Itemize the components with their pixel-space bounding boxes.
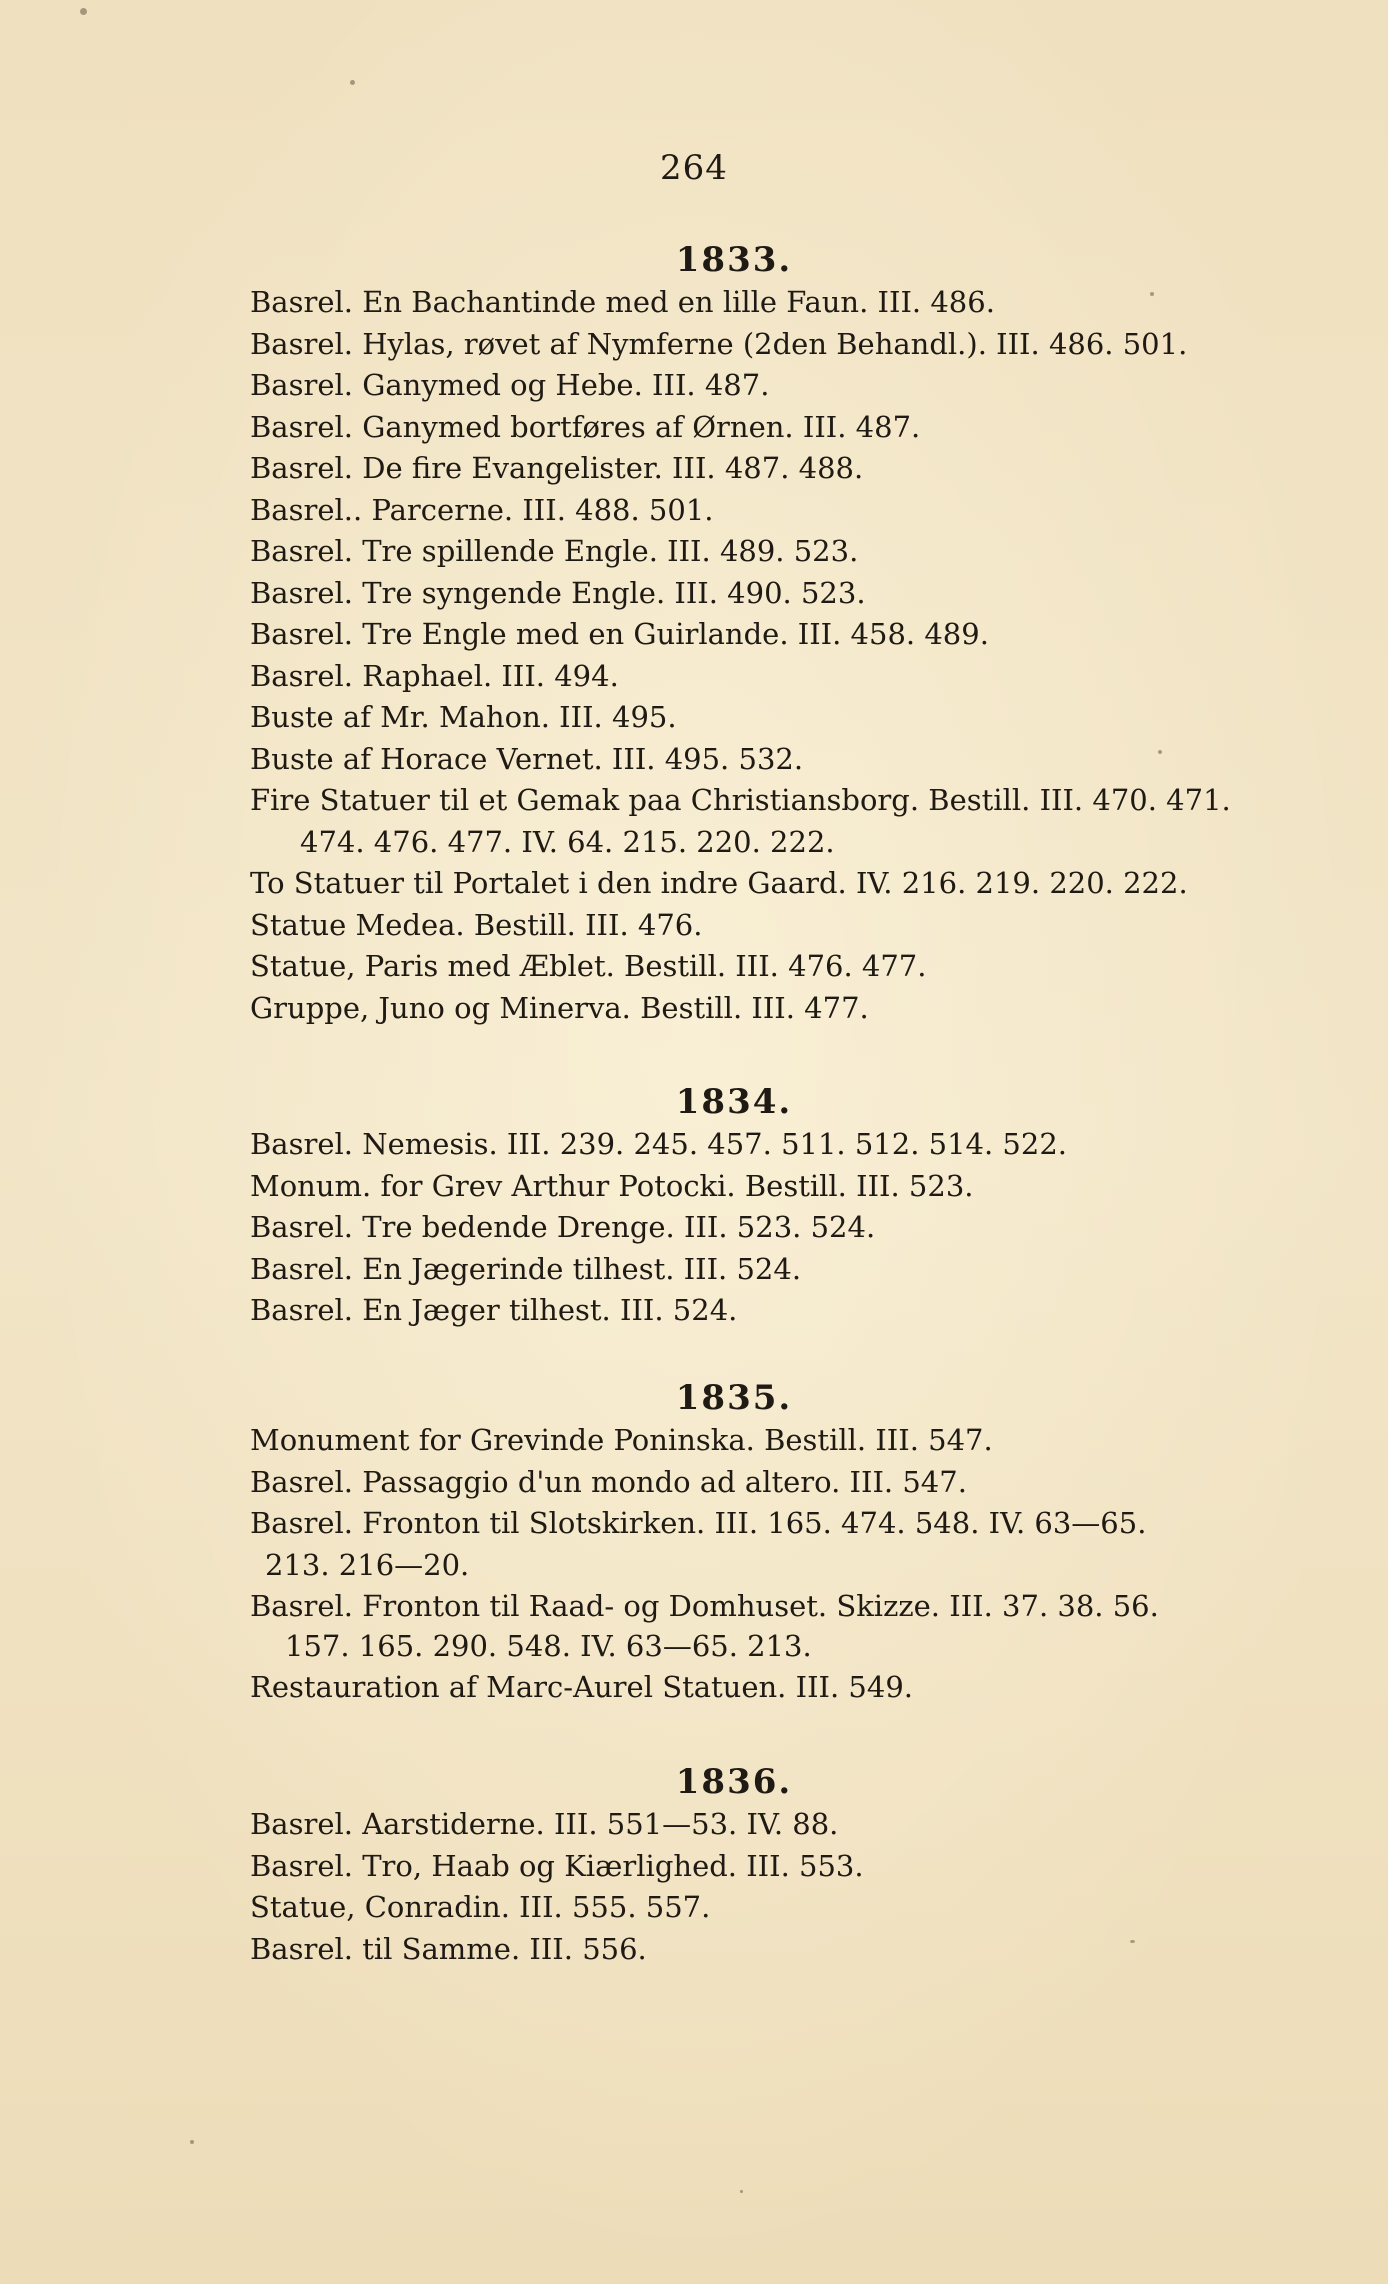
list-item: Statue, Conradin. III. 555. 557.: [250, 1890, 711, 1924]
year-section-1835: [0, 1376, 1388, 1709]
year-heading: 1836.: [675, 1762, 793, 1802]
list-item: Basrel. Tre Engle med en Guirlande. III. 458. 489.: [250, 617, 989, 651]
list-item: Basrel. Ganymed og Hebe. III. 487.: [250, 368, 770, 402]
entry-list: [0, 1804, 1388, 1970]
list-item: Basrel. Tre syngende Engle. III. 490. 523.: [250, 575, 866, 610]
list-item: Basrel. Aarstiderne. III. 551—53. IV. 88.: [250, 1807, 839, 1841]
year-heading: 1833.: [675, 240, 793, 280]
list-item: Basrel. En Jægerinde tilhest. III. 524.: [250, 1251, 802, 1286]
page-number: 264: [660, 148, 728, 188]
paper-speck: [1130, 1940, 1135, 1943]
list-item: Buste af Horace Vernet. III. 495. 532.: [250, 741, 804, 776]
paper-speck: [80, 8, 87, 15]
list-item: Basrel. Hylas, røvet af Nymferne (2den Behandl.). III. 486. 501.: [250, 326, 1188, 361]
list-item: Basrel. Raphael. III. 494.: [250, 658, 619, 693]
list-item: Basrel. Passaggio d'un mondo ad altero. III. 547.: [250, 1464, 967, 1499]
list-item: Monument for Grevinde Poninska. Bestill. III. 547.: [250, 1423, 993, 1457]
list-item: Buste af Mr. Mahon. III. 495.: [250, 700, 677, 734]
list-item: Basrel. Tre bedende Drenge. III. 523. 524.: [250, 1210, 876, 1244]
list-item: Basrel. Fronton til Raad- og Domhuset. Skizze. III. 37. 38. 56.: [250, 1589, 1159, 1623]
list-item: Statue, Paris med Æblet. Bestill. III. 476. 477.: [250, 949, 927, 983]
list-item: Basrel. Tre spillende Engle. III. 489. 523.: [250, 534, 859, 568]
list-item: Basrel. Fronton til Slotskirken. III. 165. 474. 548. IV. 63—65.: [250, 1506, 1147, 1540]
paper-speck: [740, 2190, 743, 2193]
entry-list: [0, 1420, 1388, 1709]
year-section-1833: [0, 238, 1388, 1029]
list-item: Basrel. En Bachantinde med en lille Faun. III. 486.: [250, 285, 995, 319]
list-item-continuation: 213. 216—20.: [265, 1547, 470, 1582]
entry-list: [0, 1124, 1388, 1332]
list-item: Monum. for Grev Arthur Potocki. Bestill. III. 523.: [250, 1168, 974, 1203]
paper-speck: [1150, 292, 1154, 296]
year-section-1834: [0, 1080, 1388, 1332]
year-heading: 1835.: [675, 1378, 793, 1418]
list-item: Basrel. De fire Evangelister. III. 487. 488.: [250, 451, 864, 485]
list-item: Basrel. Ganymed bortføres af Ørnen. III. 487.: [250, 409, 921, 444]
list-item: Statue Medea. Bestill. III. 476.: [250, 907, 703, 942]
list-item: Basrel. En Jæger tilhest. III. 524.: [250, 1293, 738, 1327]
list-item: Gruppe, Juno og Minerva. Bestill. III. 477.: [250, 990, 869, 1025]
list-item: Basrel. Nemesis. III. 239. 245. 457. 511. 512. 514. 522.: [250, 1127, 1067, 1161]
list-item: Fire Statuer til et Gemak paa Christiansborg. Bestill. III. 470. 471.: [250, 783, 1231, 817]
list-item: To Statuer til Portalet i den indre Gaard. IV. 216. 219. 220. 222.: [250, 866, 1188, 900]
list-item-continuation: 474. 476. 477. IV. 64. 215. 220. 222.: [300, 824, 835, 859]
list-item: Restauration af Marc-Aurel Statuen. III. 549.: [250, 1670, 913, 1704]
paper-speck: [1158, 750, 1162, 754]
list-item-continuation: 157. 165. 290. 548. IV. 63—65. 213.: [285, 1628, 812, 1663]
list-item: Basrel. til Samme. III. 556.: [250, 1931, 647, 1966]
paper-speck: [350, 80, 355, 85]
entry-list: [0, 282, 1388, 1029]
year-section-1836: [0, 1760, 1388, 1970]
list-item: Basrel. Tro, Haab og Kiærlighed. III. 553.: [250, 1848, 864, 1883]
list-item: Basrel.. Parcerne. III. 488. 501.: [250, 492, 714, 527]
paper-speck: [190, 2140, 194, 2144]
year-heading: 1834.: [675, 1082, 793, 1122]
